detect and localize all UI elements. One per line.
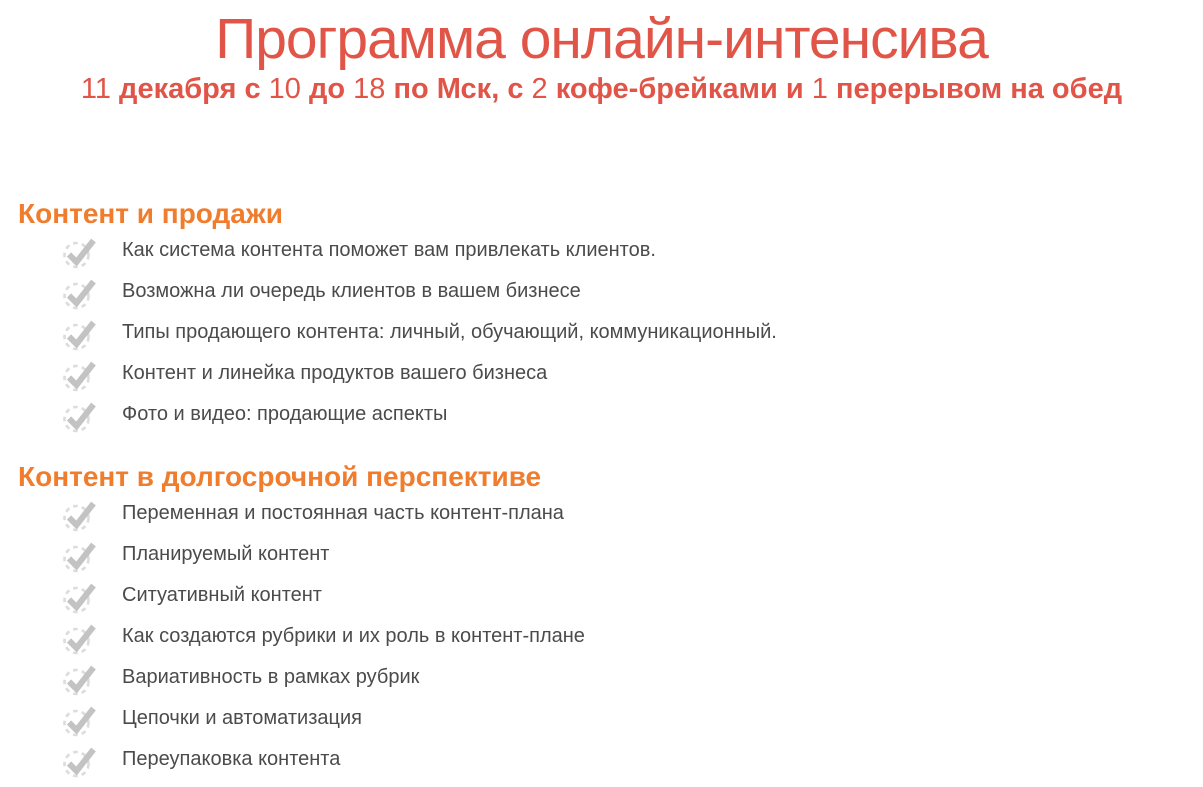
check-icon — [62, 581, 98, 615]
checklist-item — [18, 739, 1203, 780]
subtitle-segment: 11 — [80, 72, 111, 105]
checklist-item-label: Типы продающего контента: личный, обучающий, коммуникационный. — [122, 321, 777, 344]
checklist-item-label: Цепочки и автоматизация — [122, 707, 362, 730]
checklist-item — [18, 312, 1203, 353]
checklist-item-label: Фото и видео: продающие аспекты — [122, 403, 448, 426]
check-icon — [62, 622, 98, 656]
checklist-item-label: Вариативность в рамках рубрик — [122, 666, 420, 689]
checklist-item — [18, 230, 1203, 271]
section-content-and-sales — [18, 198, 1203, 435]
checklist-item-label: Ситуативный контент — [122, 584, 322, 607]
subtitle-segment: 2 — [531, 72, 548, 105]
checklist — [18, 230, 1203, 435]
checklist — [18, 493, 1203, 780]
check-icon — [62, 277, 98, 311]
check-icon — [62, 236, 98, 270]
section-heading: Контент в долгосрочной перспективе — [18, 460, 542, 492]
check-icon — [62, 318, 98, 352]
subtitle-segment: кофе-брейками и — [547, 72, 812, 105]
subtitle-segment: декабря с — [111, 72, 269, 105]
subtitle-segment: 18 — [353, 72, 386, 105]
check-icon — [62, 359, 98, 393]
checklist-item — [18, 616, 1203, 657]
subtitle-segment: 10 — [268, 72, 301, 105]
checklist-item — [18, 353, 1203, 394]
checklist-item-label: Контент и линейка продуктов вашего бизнеса — [122, 362, 548, 385]
check-icon — [62, 704, 98, 738]
program-sections — [0, 198, 1203, 780]
checklist-item — [18, 698, 1203, 739]
checklist-item — [18, 271, 1203, 312]
checklist-item-label: Возможна ли очередь клиентов в вашем бизнесе — [122, 280, 581, 303]
page-title: Программа онлайн-интенсива — [215, 7, 988, 71]
checklist-item — [18, 493, 1203, 534]
checklist-item-label: Как создаются рубрики и их роль в контент-плане — [122, 625, 585, 648]
checklist-item-label: Переменная и постоянная часть контент-плана — [122, 502, 564, 525]
header — [0, 0, 1203, 106]
section-content-longterm — [18, 461, 1203, 780]
section-heading: Контент и продажи — [18, 197, 283, 229]
subtitle — [0, 74, 1203, 106]
subtitle-segment: перерывом на обед — [827, 72, 1123, 105]
checklist-item — [18, 534, 1203, 575]
subtitle-segment: 1 — [811, 72, 828, 105]
check-icon — [62, 400, 98, 434]
checklist-item-label: Переупаковка контента — [122, 748, 341, 771]
check-icon — [62, 540, 98, 574]
subtitle-segment: по Мск, с — [385, 72, 532, 105]
checklist-item-label: Как система контента поможет вам привлекать клиентов. — [122, 239, 656, 262]
check-icon — [62, 499, 98, 533]
checklist-item-label: Планируемый контент — [122, 543, 330, 566]
subtitle-segment: до — [300, 72, 354, 105]
checklist-item — [18, 575, 1203, 616]
checklist-item — [18, 657, 1203, 698]
check-icon — [62, 663, 98, 697]
check-icon — [62, 745, 98, 779]
checklist-item — [18, 394, 1203, 435]
